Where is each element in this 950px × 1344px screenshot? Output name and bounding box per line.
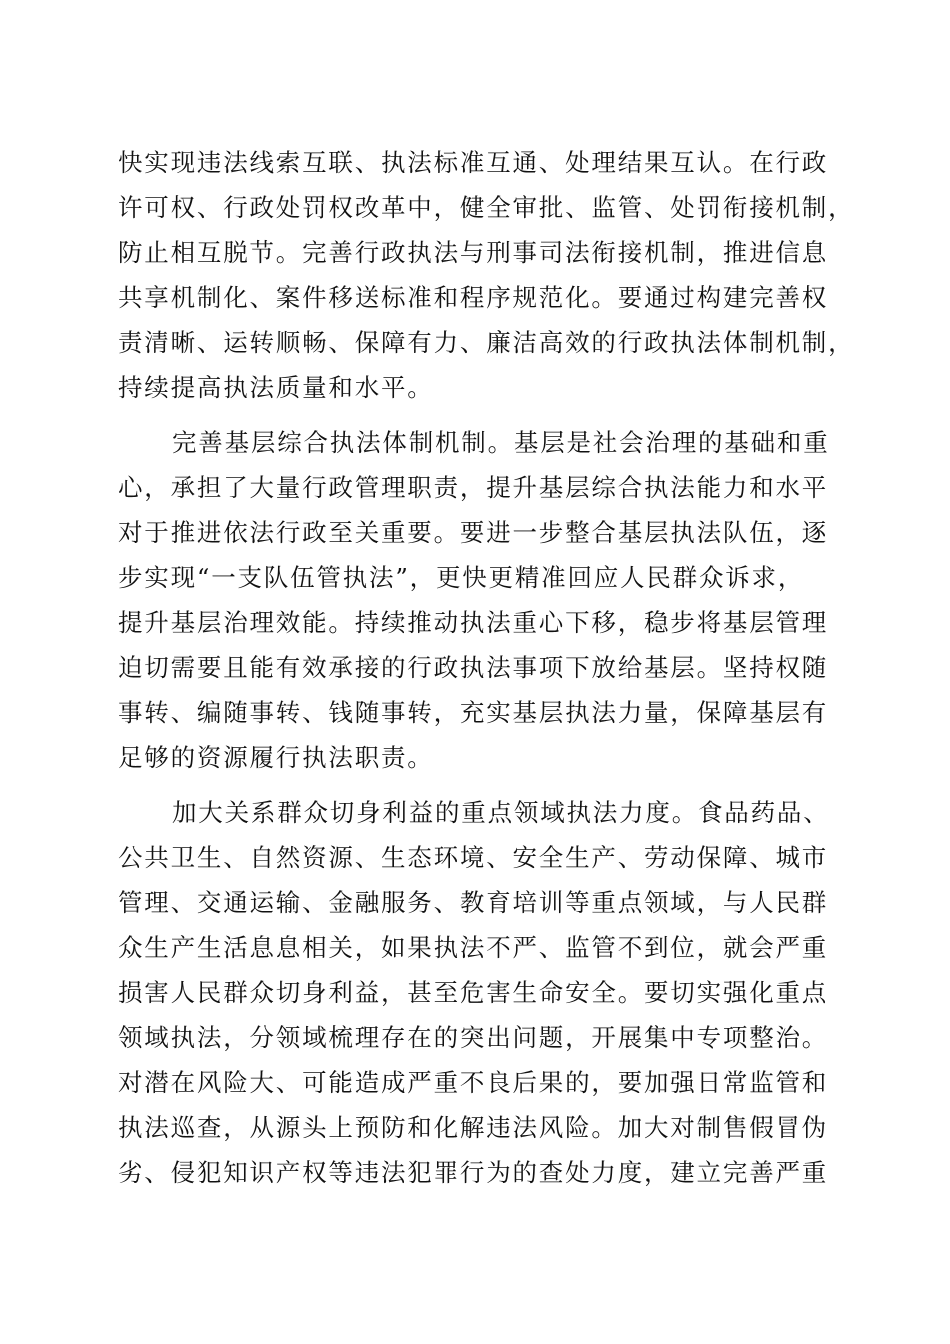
paragraph-3 <box>118 790 833 1195</box>
paragraph-spacer <box>118 410 833 420</box>
text-line: 足够的资源履行执法职责。 <box>118 743 434 772</box>
text-line: 劣、侵犯知识产权等违法犯罪行为的查处力度，建立完善严重 <box>118 1158 829 1187</box>
text-line: 防止相互脱节。完善行政执法与刑事司法衔接机制，推进信息 <box>118 238 829 267</box>
text-line: 持续提高执法质量和水平。 <box>118 373 434 402</box>
text-line-indented: 加大关系群众切身利益的重点领域执法力度。食品药品、 <box>172 798 830 827</box>
text-line: 提升基层治理效能。持续推动执法重心下移，稳步将基层管理 <box>118 608 829 637</box>
text-line: 执法巡查，从源头上预防和化解违法风险。加大对制售假冒伪 <box>118 1113 829 1142</box>
text-line: 损害人民群众切身利益，甚至危害生命安全。要切实强化重点 <box>118 978 829 1007</box>
text-line: 迫切需要且能有效承接的行政执法事项下放给基层。坚持权随 <box>118 653 829 682</box>
text-line: 领域执法，分领域梳理存在的突出问题，开展集中专项整治。 <box>118 1023 829 1052</box>
text-line: 心，承担了大量行政管理职责，提升基层综合执法能力和水平 <box>118 473 829 502</box>
text-line: 公共卫生、自然资源、生态环境、安全生产、劳动保障、城市 <box>118 843 829 872</box>
text-line: 责清晰、运转顺畅、保障有力、廉洁高效的行政执法体制机制， <box>118 328 855 357</box>
text-line: 共享机制化、案件移送标准和程序规范化。要通过构建完善权 <box>118 283 829 312</box>
text-line: 快实现违法线索互联、执法标准互通、处理结果互认。在行政 <box>118 148 829 177</box>
text-line: 对潜在风险大、可能造成严重不良后果的，要加强日常监管和 <box>118 1068 829 1097</box>
paragraph-1 <box>118 140 855 410</box>
text-line: 许可权、行政处罚权改革中，健全审批、监管、处罚衔接机制， <box>118 193 855 222</box>
paragraph-spacer <box>118 780 833 790</box>
text-line: 对于推进依法行政至关重要。要进一步整合基层执法队伍，逐 <box>118 518 829 547</box>
document-body <box>118 140 855 1195</box>
text-line-indented: 完善基层综合执法体制机制。基层是社会治理的基础和重 <box>172 428 830 457</box>
text-line: 管理、交通运输、金融服务、教育培训等重点领域，与人民群 <box>118 888 829 917</box>
paragraph-2 <box>118 420 833 780</box>
text-line: 步实现“一支队伍管执法”，更快更精准回应人民群众诉求， <box>118 563 805 592</box>
text-line: 众生产生活息息相关，如果执法不严、监管不到位，就会严重 <box>118 933 829 962</box>
text-line: 事转、编随事转、钱随事转，充实基层执法力量，保障基层有 <box>118 698 829 727</box>
